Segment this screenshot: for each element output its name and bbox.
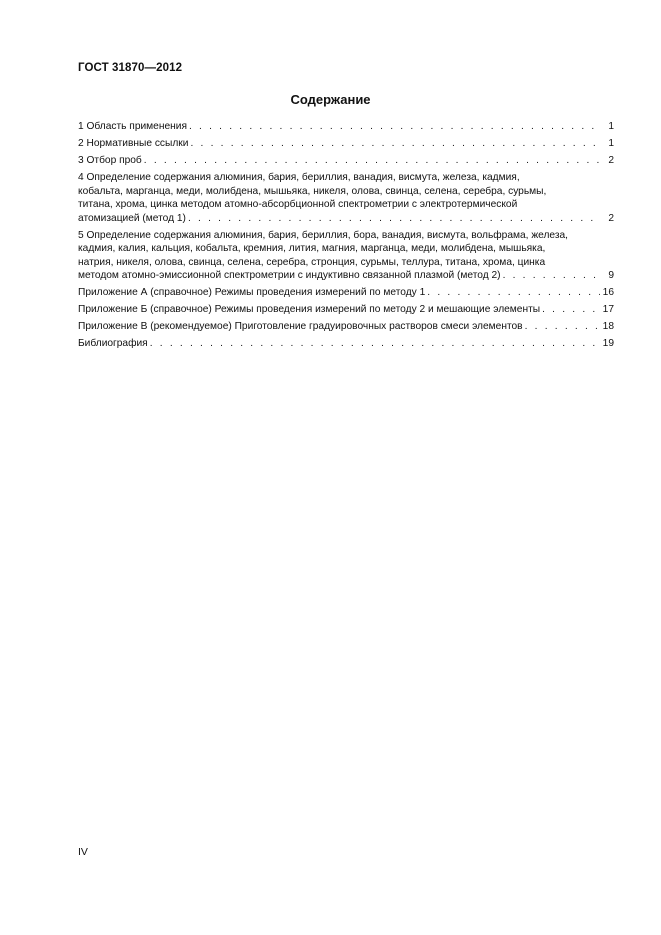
page-number: IV bbox=[78, 846, 88, 858]
toc-dot-leader bbox=[144, 154, 600, 168]
toc-entry[interactable] bbox=[78, 120, 614, 134]
toc-entry-title: Приложение Б (справочное) Режимы проведения измерений по методу 2 и мешающие элементы bbox=[78, 304, 541, 315]
toc-entry-title: 1 Область применения bbox=[78, 121, 187, 132]
toc-dot-leader bbox=[427, 286, 600, 300]
toc-page-number: 2 bbox=[608, 155, 614, 166]
toc-dot-leader bbox=[190, 137, 600, 151]
toc-entry[interactable] bbox=[78, 286, 614, 300]
toc-title: Содержание bbox=[290, 92, 371, 107]
toc-entry[interactable] bbox=[78, 229, 614, 283]
toc-entry-text-line: титана, хрома, цинка методом атомно-абсорбционной спектрометрии с электротермической bbox=[78, 199, 518, 210]
toc-dot-leader bbox=[503, 269, 600, 283]
toc-dot-leader bbox=[188, 212, 600, 226]
toc-entry-title: Приложение А (справочное) Режимы проведения измерений по методу 1 bbox=[78, 287, 426, 298]
toc-entry-title: Библиография bbox=[78, 338, 148, 349]
toc-entry-text-line: кадмия, калия, кальция, кобальта, кремния, лития, магния, марганца, меди, молибдена, мышьяка, bbox=[78, 243, 546, 254]
toc-entry-title: методом атомно-эмиссионной спектрометрии с индуктивно связанной плазмой (метод 2) bbox=[78, 270, 501, 281]
toc-page-number: 1 bbox=[608, 121, 614, 132]
toc-entry-title: 2 Нормативные ссылки bbox=[78, 138, 189, 149]
toc-entry[interactable] bbox=[78, 320, 614, 334]
toc-entry[interactable] bbox=[78, 171, 614, 225]
toc-dot-leader bbox=[150, 337, 600, 351]
toc-dot-leader bbox=[542, 303, 600, 317]
toc-entry-title: 3 Отбор проб bbox=[78, 155, 142, 166]
toc-entry[interactable] bbox=[78, 337, 614, 351]
toc-page-number: 18 bbox=[602, 321, 614, 332]
toc-entry-title: Приложение В (рекомендуемое) Приготовление градуировочных растворов смеси элементов bbox=[78, 321, 523, 332]
document-code: ГОСТ 31870—2012 bbox=[78, 62, 183, 74]
toc-entry-text-line: 4 Определение содержания алюминия, бария, бериллия, ванадия, висмута, железа, кадмия, bbox=[78, 172, 520, 183]
toc-dot-leader bbox=[189, 120, 600, 134]
toc-entry-title: атомизацией (метод 1) bbox=[78, 212, 186, 224]
toc-page-number: 16 bbox=[602, 287, 614, 298]
table-of-contents bbox=[78, 120, 614, 351]
toc-entry[interactable] bbox=[78, 154, 614, 168]
toc-page-number: 1 bbox=[608, 138, 614, 149]
toc-page-number: 9 bbox=[608, 270, 614, 281]
toc-entry-text-line: 5 Определение содержания алюминия, бария, бериллия, бора, ванадия, висмута, вольфрама, железа, bbox=[78, 229, 569, 241]
toc-entry-text-line: натрия, никеля, олова, свинца, селена, серебра, стронция, сурьмы, теллура, титана, хрома, цинка bbox=[78, 256, 546, 268]
toc-page-number: 2 bbox=[608, 212, 614, 224]
toc-page-number: 19 bbox=[602, 338, 614, 349]
toc-page-number: 17 bbox=[602, 304, 614, 315]
toc-entry-text-line: кобальта, марганца, меди, молибдена, мышьяка, никеля, олова, свинца, селена, серебра, сурьмы, bbox=[78, 185, 547, 197]
toc-entry[interactable] bbox=[78, 137, 614, 151]
toc-dot-leader bbox=[525, 320, 600, 334]
toc-entry[interactable] bbox=[78, 303, 614, 317]
